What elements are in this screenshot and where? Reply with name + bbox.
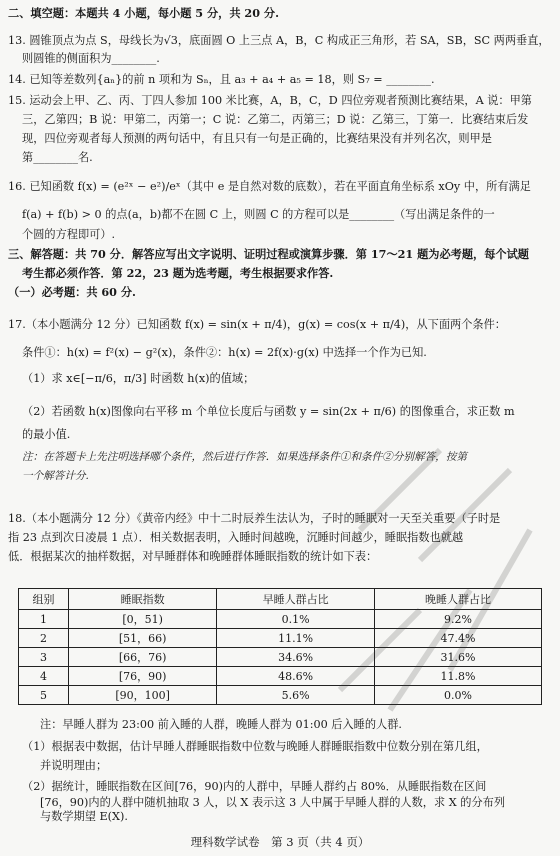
q17-part2: （2）若函数 h(x)图像向右平移 m 个单位长度后与函数 y = sin(2x + π/6) 的图像重合，求正数 m xyxy=(22,405,515,418)
q18-part1-cont: 并说明理由； xyxy=(40,759,108,772)
table-cell: 47.4% xyxy=(375,629,542,648)
table-cell: 0.1% xyxy=(217,610,375,629)
table-cell: 2 xyxy=(19,629,69,648)
table-cell: 5 xyxy=(19,686,69,705)
table-cell: 1 xyxy=(19,610,69,629)
table-cell: 0.0% xyxy=(375,686,542,705)
table-row xyxy=(19,648,542,667)
q17-line1: 17.（本小题满分 12 分）已知函数 f(x) = sin(x + π/4)，g(x) = cos(x + π/4)，从下面两个条件： xyxy=(8,318,506,331)
table-cell: [66，76) xyxy=(69,648,217,667)
page-footer: 理科数学试卷 第 3 页（共 4 页） xyxy=(190,835,370,849)
table-cell: 5.6% xyxy=(217,686,375,705)
q18-part2-cont: [76，90)内的人群中随机抽取 3 人，以 X 表示这 3 人中属于早睡人群的人数，求 X 的分布列 xyxy=(40,796,506,809)
q18-part2: （2）据统计，睡眠指数在区间[76，90)内的人群中，早睡人群约占 80%．从睡眠指数在区间 xyxy=(22,780,487,793)
table-cell: 48.6% xyxy=(217,667,375,686)
table-cell: 3 xyxy=(19,648,69,667)
required-questions-heading: （一）必考题：共 60 分. xyxy=(8,285,136,299)
table-cell: 31.6% xyxy=(375,648,542,667)
q17-part2-cont: 的最小值. xyxy=(22,428,71,441)
table-cell: 34.6% xyxy=(217,648,375,667)
sleep-index-table xyxy=(18,588,542,705)
q16-line1: 16. 已知函数 f(x) = (e²ˣ − e²)/eˣ（其中 e 是自然对数的底数），若在平面直角坐标系 xOy 中，所有满足 xyxy=(8,180,531,193)
table-cell: [0，51) xyxy=(69,610,217,629)
table-cell: 11.8% xyxy=(375,667,542,686)
table-note: 注：早睡人群为 23:00 前入睡的人群，晚睡人群为 01:00 后入睡的人群. xyxy=(40,718,402,731)
table-header-row xyxy=(19,589,542,610)
table-row xyxy=(19,629,542,648)
q18-line2: 指 23 点到次日凌晨 1 点）．相关数据表明，入睡时间越晚，沉睡时间越少，睡眠指数也就越 xyxy=(8,531,464,544)
q14-line: 14. 已知等差数列{aₙ}的前 n 项和为 Sₙ，且 a₃ + a₄ + a₅ = 18，则 S₇ = ________. xyxy=(8,73,435,86)
q16-line3: 个圆的方程即可）. xyxy=(22,228,116,241)
q17-conditions: 条件①：h(x) = f²(x) − g²(x)，条件②：h(x) = 2f(x)·g(x) 中选择一个作为已知. xyxy=(22,346,427,359)
table-cell: [76，90) xyxy=(69,667,217,686)
header-group: 组别 xyxy=(19,589,69,610)
table-cell: [90，100] xyxy=(69,686,217,705)
table-row xyxy=(19,667,542,686)
header-late-sleepers: 晚睡人群占比 xyxy=(375,589,542,610)
section-2-heading: 二、填空题：本题共 4 小题，每小题 5 分，共 20 分. xyxy=(8,6,279,20)
q15-line4: 第________名. xyxy=(22,151,93,164)
section-3-heading: 三、解答题：共 70 分．解答应写出文字说明、证明过程或演算步骤．第 17～21 题为必考题，每个试题 xyxy=(8,247,529,261)
q15-line2: 三，乙第四；B 说：甲第二，丙第一；C 说：乙第二，丙第三；D 说：乙第三，丁第一．比赛结束后发 xyxy=(22,113,529,126)
q15-line1: 15. 运动会上甲、乙、丙、丁四人参加 100 米比赛，A，B，C，D 四位旁观者预测比赛结果，A 说：甲第 xyxy=(8,94,532,107)
q18-line3: 低．根据某次的抽样数据，对早睡群体和晚睡群体睡眠指数的统计如下表： xyxy=(8,550,378,563)
watermark-stamp-icon xyxy=(300,390,560,770)
q18-part2-cont2: 与数学期望 E(X). xyxy=(40,810,128,823)
table-cell: [51，66) xyxy=(69,629,217,648)
table-cell: 9.2% xyxy=(375,610,542,629)
q16-line2: f(a) + f(b) > 0 的点(a，b)都不在圆 C 上，则圆 C 的方程可以是________（写出满足条件的一 xyxy=(22,208,495,221)
table-cell: 4 xyxy=(19,667,69,686)
section-3-heading-cont: 考生都必须作答．第 22，23 题为选考题，考生根据要求作答. xyxy=(22,266,334,280)
q17-note: 注：在答题卡上先注明选择哪个条件，然后进行作答．如果选择条件①和条件②分别解答，按第 xyxy=(22,451,467,463)
table-row xyxy=(19,610,542,629)
q13-line2: 则圆锥的侧面积为________. xyxy=(22,52,160,65)
table-cell: 11.1% xyxy=(217,629,375,648)
table-row xyxy=(19,686,542,705)
q18-line1: 18.（本小题满分 12 分）《黄帝内经》中十二时辰养生法认为，子时的睡眠对一天至关重要（子时是 xyxy=(8,512,501,525)
q17-part1: （1）求 x∈[−π/6，π/3] 时函数 h(x)的值域； xyxy=(22,372,255,385)
header-early-sleepers: 早睡人群占比 xyxy=(217,589,375,610)
q18-part1: （1）根据表中数据，估计早睡人群睡眠指数中位数与晚睡人群睡眠指数中位数分别在第几组， xyxy=(22,740,488,753)
q17-note-cont: 一个解答计分. xyxy=(22,470,89,482)
q15-line3: 现，四位旁观者每人预测的两句话中，有且只有一句是正确的，比赛结果没有并列名次，则甲是 xyxy=(22,132,492,145)
header-sleep-index: 睡眠指数 xyxy=(69,589,217,610)
q13-line1: 13. 圆锥顶点为点 S，母线长为√3，底面圆 O 上三点 A，B，C 构成正三角形，若 SA，SB，SC 两两垂直， xyxy=(8,34,550,47)
